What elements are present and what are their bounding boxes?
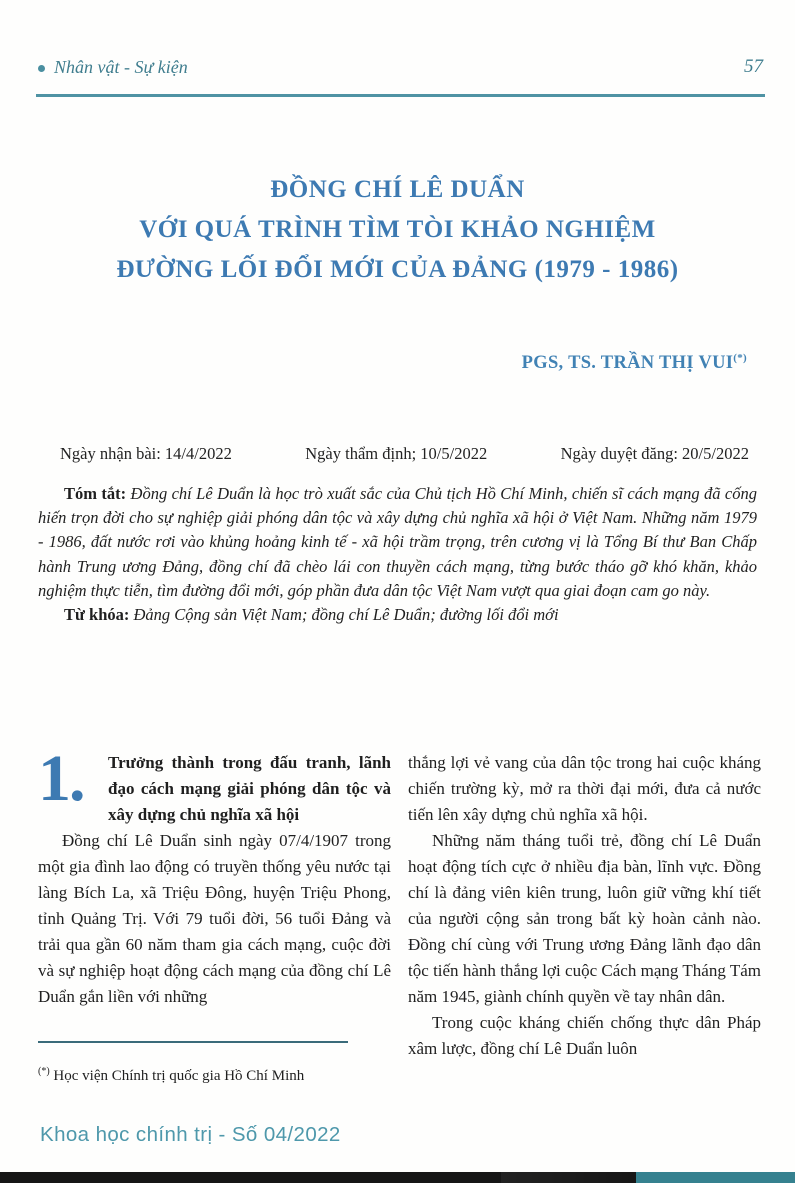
- footnote: [38, 1059, 391, 1089]
- abstract-block: [38, 482, 757, 627]
- section-heading-text: Trưởng thành trong đấu tranh, lãnh đạo cách mạng giải phóng dân tộc và xây dựng chủ nghĩa xã hội: [108, 753, 391, 824]
- footnote-mark: (*): [38, 1066, 50, 1077]
- journal-section-label: [38, 57, 188, 78]
- keywords-label: Từ khóa:: [64, 605, 130, 625]
- page-number: 57: [744, 56, 763, 77]
- body-paragraph: Đồng chí Lê Duẩn sinh ngày 07/4/1907 trong một gia đình lao động có truyền thống yêu nước tại làng Bích La, xã Triệu Đông, huyện Triệu Phong, tỉnh Quảng Trị. Với 79 tuổi đời, 56 tuổi Đảng và trải qua gần 60 năm tham gia cách mạng, cuộc đời và sự nghiệp hoạt động cách mạng của đồng chí Lê Duẩn gắn liền với những: [38, 831, 391, 1006]
- date-received: Ngày nhận bài: 14/4/2022: [60, 444, 232, 463]
- footnote-area: [38, 1041, 391, 1091]
- section-number-dropcap: 1.: [38, 742, 84, 815]
- footnote-text: Học viện Chính trị quốc gia Hồ Chí Minh: [49, 1068, 305, 1084]
- bullet-icon: [38, 65, 45, 72]
- body-paragraph: thắng lợi vẻ vang của dân tộc trong hai cuộc kháng chiến trường kỳ, mở ra thời đại mới, đưa cả nước tiến lên xây dựng chủ nghĩa xã hội.: [408, 753, 761, 824]
- page-bottom-edge: [0, 1172, 795, 1183]
- keywords-paragraph: [38, 603, 757, 627]
- header-rule: [36, 94, 765, 97]
- date-reviewed: Ngày thẩm định; 10/5/2022: [305, 444, 488, 463]
- article-body-columns: [38, 742, 761, 1091]
- abstract-paragraph: [38, 482, 757, 603]
- article-title: [55, 170, 740, 290]
- article-title-line-2: VỚI QUÁ TRÌNH TÌM TÒI KHẢO NGHIỆM: [139, 216, 656, 243]
- body-column-right: [408, 750, 761, 1091]
- keywords-text: Đảng Cộng sản Việt Nam; đồng chí Lê Duẩn; đường lối đổi mới: [129, 605, 559, 625]
- date-published: Ngày duyệt đăng: 20/5/2022: [560, 444, 749, 463]
- body-paragraph: Những năm tháng tuổi trẻ, đồng chí Lê Duẩn hoạt động tích cực ở nhiều địa bàn, lĩnh vực. Đồng chí là đảng viên kiên trung, luôn giữ vững khí tiết của người cộng sản trong bất kỳ hoàn cảnh nào. Đồng chí cùng với Trung ương Đảng lãnh đạo dân tộc tiến hành thắng lợi cuộc Cách mạng Tháng Tám năm 1945, giành chính quyền về tay nhân dân.: [408, 831, 761, 1006]
- section-heading-paragraph: [38, 742, 391, 828]
- author-footnote-mark: (*): [733, 352, 747, 364]
- journal-footer: Khoa học chính trị - Số 04/2022: [40, 1123, 341, 1146]
- abstract-label: Tóm tắt:: [64, 484, 127, 503]
- page-header: [38, 56, 763, 78]
- author-byline: [522, 352, 747, 374]
- author-name: PGS, TS. TRẦN THỊ VUI: [521, 353, 734, 374]
- footnote-divider: [38, 1041, 348, 1043]
- manuscript-dates: [60, 444, 749, 464]
- body-column-left: [38, 742, 391, 1091]
- article-title-line-1: ĐỒNG CHÍ LÊ DUẨN: [270, 176, 525, 203]
- section-label-text: Nhân vật - Sự kiện: [54, 57, 188, 77]
- section-1-block: [38, 742, 391, 1010]
- article-title-line-3: ĐƯỜNG LỐI ĐỔI MỚI CỦA ĐẢNG (1979 - 1986): [116, 256, 679, 283]
- abstract-text: Đồng chí Lê Duẩn là học trò xuất sắc của Chủ tịch Hồ Chí Minh, chiến sĩ cách mạng đã cống hiến trọn đời cho sự nghiệp giải phóng dân tộc và xây dựng chủ nghĩa xã hội ở Việt Nam. Những năm 1979 - 1986, đất nước rơi vào khủng hoảng kinh tế - xã hội trầm trọng, trên cương vị là Tổng Bí thư Ban Chấp hành Trung ương Đảng, đồng chí đã chèo lái con thuyền cách mạng, từng bước tháo gỡ khó khăn, khảo nghiệm thực tiễn, tìm đường đổi mới, góp phần đưa dân tộc Việt Nam vượt qua giai đoạn cam go này.: [38, 484, 757, 600]
- body-paragraph: Trong cuộc kháng chiến chống thực dân Pháp xâm lược, đồng chí Lê Duẩn luôn: [408, 1013, 761, 1058]
